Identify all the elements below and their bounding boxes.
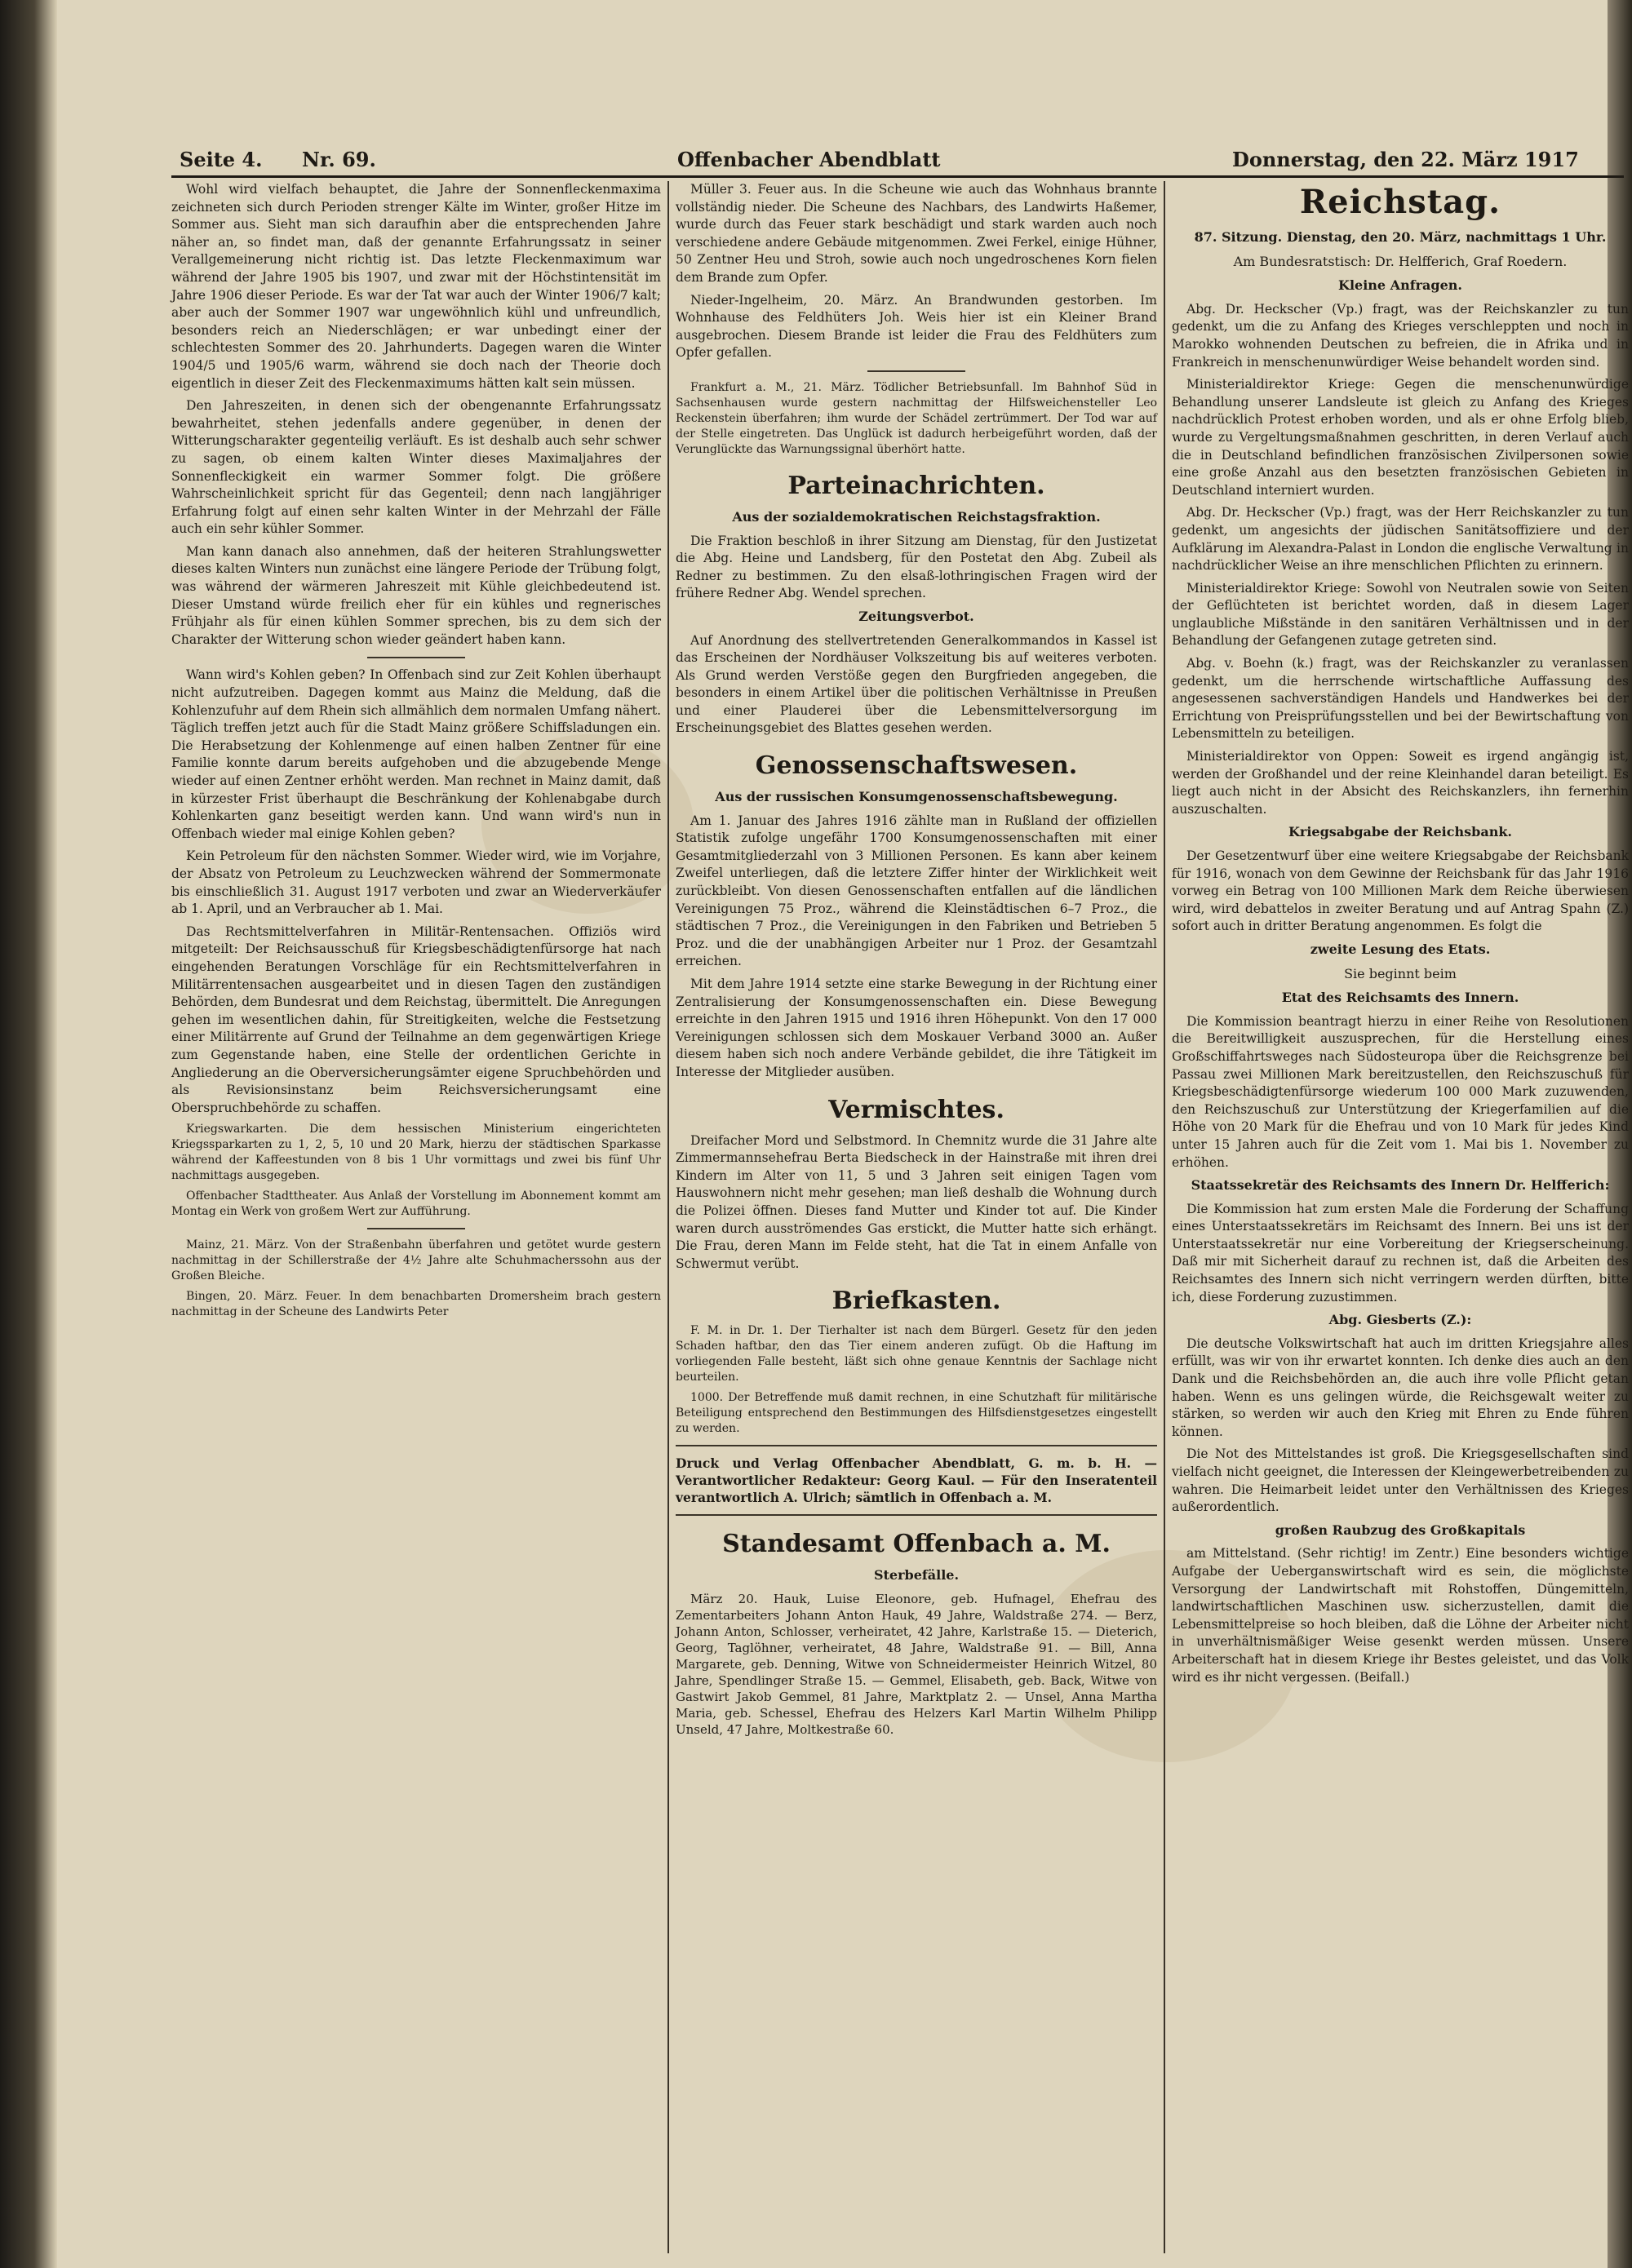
column-rule <box>1164 181 1165 2253</box>
section-heading-parteinachrichten: Parteinachrichten. <box>787 471 1045 500</box>
subheading-lesung: zweite Lesung des Etats. <box>1310 941 1491 957</box>
article-stadttheater: Offenbacher Stadttheater. Aus Anlaß der Vorstellung im Abonnement kommt am Montag ein Werk von großem Wert zur Aufführung. <box>171 1189 661 1219</box>
paper-title: Offenbacher Abendblatt <box>677 148 941 171</box>
article-paragraph: Man kann danach also annehmen, daß der heiteren Strahlungswetter dieses kalten Winters nun zunächst eine längere Periode der Trübung folgt, was während der wärmeren Jahreszeit mit Kühle gleichbedeutend ist. Dieser Umstand würde freilich eher für ein kühles und regnerisches Frühjahr als für einen kühlen Sommer sprechen, bis zu dem sich der Charakter der Witterung schon wieder geändert haben kann. <box>171 543 661 647</box>
separator <box>676 1514 1157 1516</box>
session-line: 87. Sitzung. Dienstag, den 20. März, nachmittags 1 Uhr. <box>1194 229 1607 245</box>
article-chemnitz: Dreifacher Mord und Selbstmord. In Chemnitz wurde die 31 Jahre alte Zimmermannsehefrau Berta Biedscheck in der Hainstraße mit ihren drei Kindern im Alter von 11, 5 und 3 Jahren seit einigen Tagen vom Hauswohnern nicht mehr gesehen; man ließ deshalb die Wohnung durch die Polizei öffnen. Dieses fand Mutter und Kinder tot auf. Die Kinder waren durch ausströmendes Gas erstickt, die Mutter hatte sich erhängt. Die Frau, deren Mann im Felde steht, hat die Tat in einem Anfalle von Schwermut verübt. <box>676 1132 1157 1271</box>
masthead <box>180 143 1616 175</box>
article-ingelheim: Nieder-Ingelheim, 20. März. An Brandwunden gestorben. Im Wohnhause des Feldhüters Joh. Weis hier ist ein Kleiner Brand ausgebrochen. Diesem Brande ist leider die Frau des Feldhüters zum Opfer gefallen. <box>676 292 1157 361</box>
article-rechtsmittel: Das Rechtsmittelverfahren in Militär-Rentensachen. Offiziös wird mitgeteilt: Der Reichsausschuß für Kriegsbeschädigtenfürsorge hat nach eingehenden Beratungen Vorschläge für ein Rechtsmittelverfahren in Militärrentensachen ausgearbeitet und in diesen Tagen den zuständigen Behörden, dem Bundesrat und dem Reichstag, übermittelt. Die Anregungen gehen im wesentlichen dahin, für Streitigkeiten, welche die Festsetzung einer Militärrente auf Grund der Teilnahme an dem gegenwärtigen Kriege zum Gegenstande haben, eine Stelle der ordentlichen Gerichte in Angliederung an die Oberversicherungsämter eigene Spruchbehörden und als Revisionsinstanz beim Reichsversicherungsamt eine Oberspruchbehörde zu schaffen. <box>171 924 661 1115</box>
article-paragraph: Den Jahreszeiten, in denen sich der obengenannte Erfahrungssatz bewahrheitet, stehen jedenfalls andere gegenüber, in denen der Witterungscharakter gegenteilig verläuft. Es ist deshalb auch sehr schwer zu sagen, ob einem kalten Winter dieses Maximaljahres der Sonnenfleckigkeit ein warmer Sommer folgt. Die größere Wahrscheinlichkeit spricht für das Gegenteil; denn nach langjähriger Erfahrung folgt auf einen sehr kalten Winter in der Mehrzahl der Fälle auch ein sehr kühler Sommer. <box>171 398 661 537</box>
subheading-zeitungsverbot: Zeitungsverbot. <box>858 608 974 624</box>
article-bingen: Bingen, 20. März. Feuer. In dem benachbarten Dromersheim brach gestern nachmittag in der Scheune des Landwirts Peter <box>171 1290 661 1319</box>
subheading-anfragen: Kleine Anfragen. <box>1338 277 1462 294</box>
separator <box>367 657 465 658</box>
article-paragraph: Die Fraktion beschloß in ihrer Sitzung am Dienstag, für den Justizetat die Abg. Heine und Landsberg, für den Postetat den Abg. Zubeil als Redner zu bestimmen. Zu den elsaß-lothringischen Fragen wird der frühere Redner Abg. Wendel sprechen. <box>676 533 1157 601</box>
article-paragraph: Mit dem Jahre 1914 setzte eine starke Bewegung in der Richtung einer Zentralisierung der Konsumgenossenschaften ein. Diese Bewegung erreichte in den Jahren 1915 und 1916 ihren Höhepunkt. Von den 17 000 Vereinigungen schlossen sich dem Moskauer Verband 3000 an. Außer diesem haben sich noch andere Verbände gebildet, die ihre Tätigkeit im Interesse der Mitglieder ausüben. <box>676 977 1157 1079</box>
subheading-konsum: Aus der russischen Konsumgenossenschaftsbewegung. <box>715 789 1118 805</box>
article-paragraph: Abg. v. Boehn (k.) fragt, was der Reichskanzler zu veranlassen gedenkt, um die herrschende wirtschaftliche Auffassung des angesessenen sachverständigen Handels und Handwerkes bei der Errichtung von Preisprüfungsstellen und bei der Bewirtschaftung von Lebensmitteln zu beteiligen. <box>1172 656 1629 742</box>
section-heading-vermischtes: Vermischtes. <box>828 1095 1004 1124</box>
subheading-kriegsabgabe: Kriegsabgabe der Reichsbank. <box>1288 824 1512 840</box>
lesung-intro: Sie beginnt beim <box>1344 965 1457 981</box>
column-2 <box>676 181 1157 1743</box>
subheading-raubzug: großen Raubzug des Großkapitals <box>1275 1522 1526 1538</box>
section-heading-reichstag: Reichstag. <box>1299 183 1501 221</box>
article-frankfurt: Frankfurt a. M., 21. März. Tödlicher Betriebsunfall. Im Bahnhof Süd in Sachsenhausen wurde gestern nachmittag der Hilfsweichensteller Leo Reckenstein überfahren; ihm wurde der Schädel zertrümmert. Der Tod war auf der Stelle eingetreten. Das Unglück ist dadurch herbeigeführt worden, daß der Verunglückte das Warnungssignal überhört hatte. <box>676 380 1157 456</box>
column-1 <box>171 181 661 1325</box>
newspaper-page <box>57 0 1629 2268</box>
article-paragraph: am Mittelstand. (Sehr richtig! im Zentr.) Eine besonders wichtige Aufgabe der Ueberganswirtschaft wird es sein, die möglichste Versorgung der Landwirtschaft mit Rohstoffen, Düngemitteln, landwirtschaftlichen Maschinen usw. sicherzustellen, damit die Lebensmittelpreise so hoch bleiben, daß die Löhne der Arbeiter nicht in unverhältnismäßiger Weise gesenkt werden müssen. Unsere Arbeiterschaft hat in diesem Kriege ihr Bestes geleistet, und das Volk wird es ihr nicht vergessen. (Beifall.) <box>1172 1546 1629 1685</box>
subheading-fraktion: Aus der sozialdemokratischen Reichstagsfraktion. <box>732 508 1101 525</box>
column-3 <box>1172 181 1629 1691</box>
imprint: Druck und Verlag Offenbacher Abendblatt, G. m. b. H. — Verantwortlicher Redakteur: Georg Kaul. — Für den Inseratenteil verantwortlich A. Ulrich; sämtlich in Offenbach a. M. <box>676 1455 1157 1506</box>
article-kohlen: Wann wird's Kohlen geben? In Offenbach sind zur Zeit Kohlen überhaupt nicht aufzutreiben. Dagegen kommt aus Mainz die Meldung, daß die Kohlenzufuhr auf dem Rhein sich allmählich dem normalen Umfang nähert. Täglich treffen jetzt auch für die Stadt Mainz größere Schiffsladungen ein. Die Herabsetzung der Kohlenmenge auf einen halben Zentner für eine Familie konnte darum bereits aufgehoben und die abzugebende Menge wieder auf einen Zentner erhöht werden. Man rechnet in Mainz damit, daß in kürzester Frist überhaupt die Beschränkung der Kohlenabgabe durch Kohlenkarten ganz beseitigt werden kann. Und wann wird's nun in Offenbach wieder mal einige Kohlen geben? <box>171 667 661 841</box>
column-rule <box>667 181 669 2253</box>
section-heading-standesamt: Standesamt Offenbach a. M. <box>722 1530 1111 1559</box>
article-paragraph: Die Not des Mittelstandes ist groß. Die Kriegsgesellschaften sind vielfach nicht geeignet, die Interessen der Kleingewerbetreibenden zu wahren. Die Heimarbeit leidet unter den Verhältnissen des Krieges außerordentlich. <box>1172 1446 1629 1515</box>
article-paragraph: Ministerialdirektor von Oppen: Soweit es irgend angängig ist, werden der Großhandel und der reine Kleinhandel daran beteiligt. Es liegt auch nicht in der Absicht des Reichskanzlers, ihn fernerhin auszuschalten. <box>1172 749 1629 817</box>
article-paragraph: Ministerialdirektor Kriege: Gegen die menschenunwürdige Behandlung unserer Landsleute ist gleich zu Anfang des Krieges nachdrücklich Protest erhoben worden, und als er ohne Erfolg blieb, wurde zu Vergeltungsmaßnahmen geschritten, in deren Verlauf auch die in Deutschland befindlichen französischen Zivilpersonen sowie eine große Anzahl aus den besetzten französischen Gebieten in Deutschland interniert wurden. <box>1172 377 1629 498</box>
page-number: Seite 4. <box>180 148 263 171</box>
issue-number: Nr. 69. <box>302 148 376 171</box>
article-paragraph: Abg. Dr. Heckscher (Vp.) fragt, was der Reichskanzler zu tun gedenkt, um die zu Anfang des Krieges verschleppten und noch in Marokko wohnenden Deutschen zu befreien, die in Afrika und in Frankreich in menschenunwürdiger Weise behandelt worden sind. <box>1172 301 1629 370</box>
article-kriegssparkarten: Kriegswarkarten. Die dem hessischen Ministerium eingerichteten Kriegssparkarten zu 1, 2, 5, 10 und 20 Mark, hierzu der städtischen Sparkasse während der Kaffeestunden von 8 bis 1 Uhr vormittags und zwei bis fünf Uhr nachmittags ausgegeben. <box>171 1123 661 1183</box>
separator <box>867 370 965 372</box>
letter-answer: 1000. Der Betreffende muß damit rechnen, in eine Schutzhaft für militärische Beteiligung entsprechend den Bestimmungen des Hilfsdienstgesetzes eingestellt zu werden. <box>676 1391 1157 1436</box>
article-paragraph: Die Kommission hat zum ersten Male die Forderung der Schaffung eines Unterstaatssekretärs im Reichsamt des Innern. Bei uns ist der Unterstaatssekretär nur eine Vorbereitung der Kriegserscheinung. Daß mir mit Sicherheit darauf zu rechnen ist, daß die Arbeiten des Reichsamtes des Innern sich nicht verringern werden dürften, bitte ich, diese Forderung zuzustimmen. <box>1172 1201 1629 1305</box>
separator <box>367 1228 465 1229</box>
section-heading-briefkasten: Briefkasten. <box>832 1287 1001 1316</box>
masthead-rule <box>171 175 1624 178</box>
subheading-sterbefaelle: Sterbefälle. <box>873 1567 960 1584</box>
separator <box>676 1445 1157 1446</box>
section-heading-genossenschaftswesen: Genossenschaftswesen. <box>755 751 1078 781</box>
subheading-giesberts: Abg. Giesberts (Z.): <box>1328 1312 1472 1328</box>
issue-date: Donnerstag, den 22. März 1917 <box>1232 148 1579 171</box>
article-paragraph: Abg. Dr. Heckscher (Vp.) fragt, was der Herr Reichskanzler zu tun gedenkt, um angesichts der jüdischen Sanitätsoffiziere und der Aufklärung im Alexandra-Palast in London die englische Verwaltung in nachdrücklicher Weise an ihre menschlichen Pflichten zu erinnern. <box>1172 505 1629 574</box>
article-paragraph: Müller 3. Feuer aus. In die Scheune wie auch das Wohnhaus brannte vollständig nieder. Die Scheune des Nachbars, des Landwirts Haßemer, wurde durch das Feuer stark beschädigt und stark warden auch noch verschiedene andere Gebäude mitgenommen. Zwei Ferkel, einige Hühner, 50 Zentner Heu und Stroh, sowie auch noch ungedroschenes Korn fielen dem Brande zum Opfer. <box>676 182 1157 285</box>
article-paragraph: Am 1. Januar des Jahres 1916 zählte man in Rußland der offiziellen Statistik zufolge ungefähr 1700 Konsumgenossenschaften mit einer Gesamtmitgliederzahl von 3 Millionen Personen. Es kann aber keinem Zweifel unterliegen, daß die letztere Ziffer hinter der Wirklichkeit weit zurückbleibt. Von diesen Genossenschaften entfallen auf die ländlichen Vereinigungen 75 Proz., während die Kleinstädtischen 6–7 Proz., die städtischen 7 Proz., die Vereinigungen in den Fabriken und Betrieben 5 Proz. und die der unabhängigen Arbeiter nur 1 Proz. der Gesamtzahl erreichen. <box>676 813 1157 969</box>
article-paragraph: Wohl wird vielfach behauptet, die Jahre der Sonnenfleckenmaxima zeichneten sich durch Perioden strenger Kälte im Winter, großer Hitze im Sommer aus. Sieht man sich daraufhin aber die entsprechenden Jahre näher an, so findet man, daß der genannte Erfahrungssatz in seiner Verallgemeinerung nicht richtig ist. Das letzte Fleckenmaximum war während der Jahre 1905 bis 1907, und zwar mit der Höchstintensität im Jahre 1906 dieser Periode. Es war der Tat war auch der Winter 1906/7 kalt; aber auch der Sommer 1907 war ungewöhnlich kühl und unfreundlich, besonders reich an Niederschlägen; er war unbedingt einer der schlechtesten Sommer des 20. Jahrhunderts. Dagegen waren die Winter 1904/5 und 1905/6 warm, während sie doch nach der Theorie doch eigentlich in dieser Zeit des Fleckenmaximums hätten kalt sein müssen. <box>171 182 661 391</box>
bundesrat-line: Am Bundesratstisch: Dr. Helfferich, Graf Roedern. <box>1233 253 1568 269</box>
book-binding <box>0 0 57 2268</box>
subheading-helfferich: Staatssekretär des Reichsamts des Innern Dr. Helfferich: <box>1191 1177 1610 1194</box>
article-paragraph: Ministerialdirektor Kriege: Sowohl von Neutralen sowie von Seiten der Geflüchteten ist berichtet worden, daß in diesem Lager unglaubliche Mißstände in den sanitären Verhältnissen und in der Behandlung der Gefangenen zutage getreten sind. <box>1172 580 1629 649</box>
article-mainz: Mainz, 21. März. Von der Straßenbahn überfahren und getötet wurde gestern nachmittag in der Schillerstraße der 4½ Jahre alte Schuhmacherssohn aus der Großen Bleiche. <box>171 1238 661 1283</box>
article-paragraph: Die deutsche Volkswirtschaft hat auch im dritten Kriegsjahre alles erfüllt, was wir von ihr erwartet konnten. Ich denke dies auch an den Dank und die Reichsbehörden an, die auch ihre volle Pflicht getan haben. Wenn es uns gelingen würde, die Reichsgewalt weiter zu stärken, so werden wir auch den Krieg mit Ehren zu Ende führen können. <box>1172 1336 1629 1439</box>
article-petroleum: Kein Petroleum für den nächsten Sommer. Wieder wird, wie im Vorjahre, der Absatz von Petroleum zu Leuchzwecken während der Sommermonate bis einschließlich 31. August 1917 verboten und zwar an Wiederverkäufer ab 1. April, und an Verbraucher ab 1. Mai. <box>171 848 661 917</box>
subheading-etat: Etat des Reichsamts des Innern. <box>1281 990 1519 1006</box>
article-paragraph: Die Kommission beantragt hierzu in einer Reihe von Resolutionen die Bereitwilligkeit auszusprechen, für die Herstellung eines Großschiffahrtsweges nach Südosteuropa über die Reichsgrenze bei Passau zwei Millionen Mark bereitzustellen, den Reichszuschuß für Kriegsbeschädigtenfürsorge wiederum 100 000 Mark zuzuwenden, den Reichszuschuß zur Unterstützung der Kriegerfamilien auf die Höhe von 20 Mark für die Ehefrau und von 10 Mark für jedes Kind unter 15 Jahren auch für die Zeit vom 1. Mai bis 1. November zu erhöhen. <box>1172 1013 1629 1170</box>
letter-answer: F. M. in Dr. 1. Der Tierhalter ist nach dem Bürgerl. Gesetz für den jeden Schaden haftbar, den das Tier einem anderen zufügt. Ob die Haftung im vorliegenden Falle besteht, läßt sich ohne genaue Kenntnis der Sachlage nicht beurteilen. <box>676 1324 1157 1384</box>
death-notices: März 20. Hauk, Luise Eleonore, geb. Hufnagel, Ehefrau des Zementarbeiters Johann Anton Hauk, 49 Jahre, Waldstraße 274. — Berz, Johann Anton, Schlosser, verheiratet, 42 Jahre, Karlstraße 15. — Dieterich, Georg, Taglöhner, verheiratet, 48 Jahre, Waldstraße 91. — Bill, Anna Margarete, geb. Denning, Witwe von Schneidermeister Heinrich Witzel, 80 Jahre, Spendlinger Straße 15. — Gemmel, Elisabeth, geb. Back, Witwe von Gastwirt Jakob Gemmel, 81 Jahre, Marktplatz 2. — Unsel, Anna Martha Maria, geb. Schessel, Ehefrau des Helzers Karl Martin Wilhelm Philipp Unseld, 47 Jahre, Moltkestraße 60. <box>676 1591 1157 1737</box>
article-paragraph: Auf Anordnung des stellvertretenden Generalkommandos in Kassel ist das Erscheinen der Nordhäuser Volkszeitung bis auf weiteres verboten. Als Grund werden Verstöße gegen den Burgfrieden angegeben, die besonders in einem Artikel über die politischen Verhältnisse in Preußen und einer Plauderei über die Lebensmittelversorgung im Erscheinungsgebiet des Blattes gesehen werden. <box>676 632 1157 736</box>
article-paragraph: Der Gesetzentwurf über eine weitere Kriegsabgabe der Reichsbank für 1916, wonach von dem Gewinne der Reichsbank für das Jahr 1916 vorweg ein Betrag von 100 Millionen Mark dem Reiche überwiesen wird, wird debattelos in zweiter Beratung und auf Antrag Spahn (Z.) sofort auch in dritter Beratung angenommen. Es folgt die <box>1172 848 1629 934</box>
